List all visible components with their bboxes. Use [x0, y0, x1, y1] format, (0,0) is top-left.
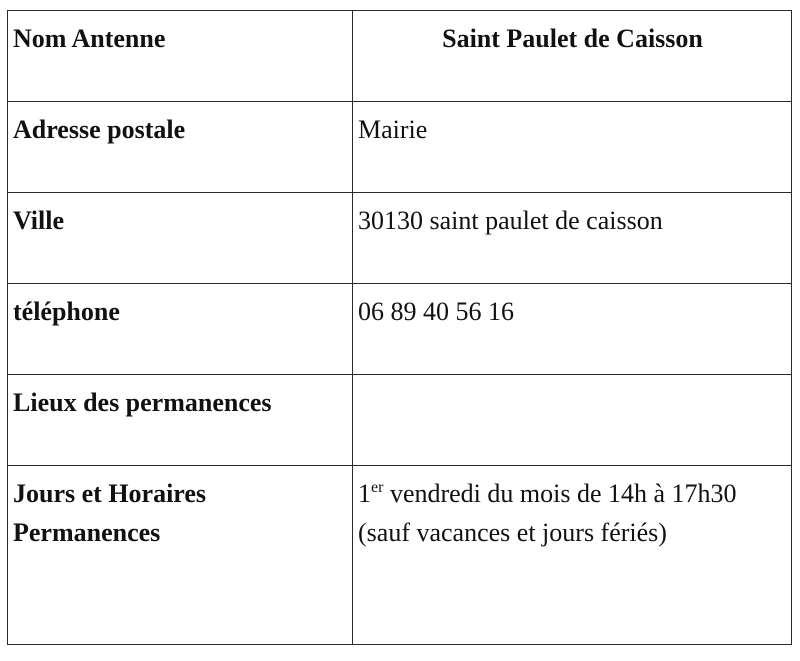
row-label: Nom Antenne	[8, 11, 353, 102]
row-label: téléphone	[8, 284, 353, 375]
ordinal-number: 1	[358, 479, 371, 508]
antenna-info-table	[7, 10, 792, 645]
row-value: 06 89 40 56 16	[353, 284, 792, 375]
row-value	[353, 466, 792, 645]
row-value: Mairie	[353, 102, 792, 193]
row-label: Ville	[8, 193, 353, 284]
row-label: Adresse postale	[8, 102, 353, 193]
row-label-line-2: Permanences	[13, 518, 161, 547]
table-row-lieux-permanences	[8, 375, 792, 466]
row-value: Saint Paulet de Caisson	[353, 11, 792, 102]
row-label	[8, 466, 353, 645]
row-label: Lieux des permanences	[8, 375, 353, 466]
row-value-empty	[353, 375, 792, 466]
table-row-jours-horaires	[8, 466, 792, 645]
schedule-text: vendredi du mois de 14h à 17h30 (sauf vacances et jours fériés)	[358, 479, 737, 547]
table-row-ville	[8, 193, 792, 284]
table-row-adresse-postale	[8, 102, 792, 193]
row-label-line-1: Jours et Horaires	[13, 479, 207, 508]
row-value: 30130 saint paulet de caisson	[353, 193, 792, 284]
ordinal-suffix: er	[371, 479, 384, 496]
table-row-nom-antenne	[8, 11, 792, 102]
table-row-telephone	[8, 284, 792, 375]
